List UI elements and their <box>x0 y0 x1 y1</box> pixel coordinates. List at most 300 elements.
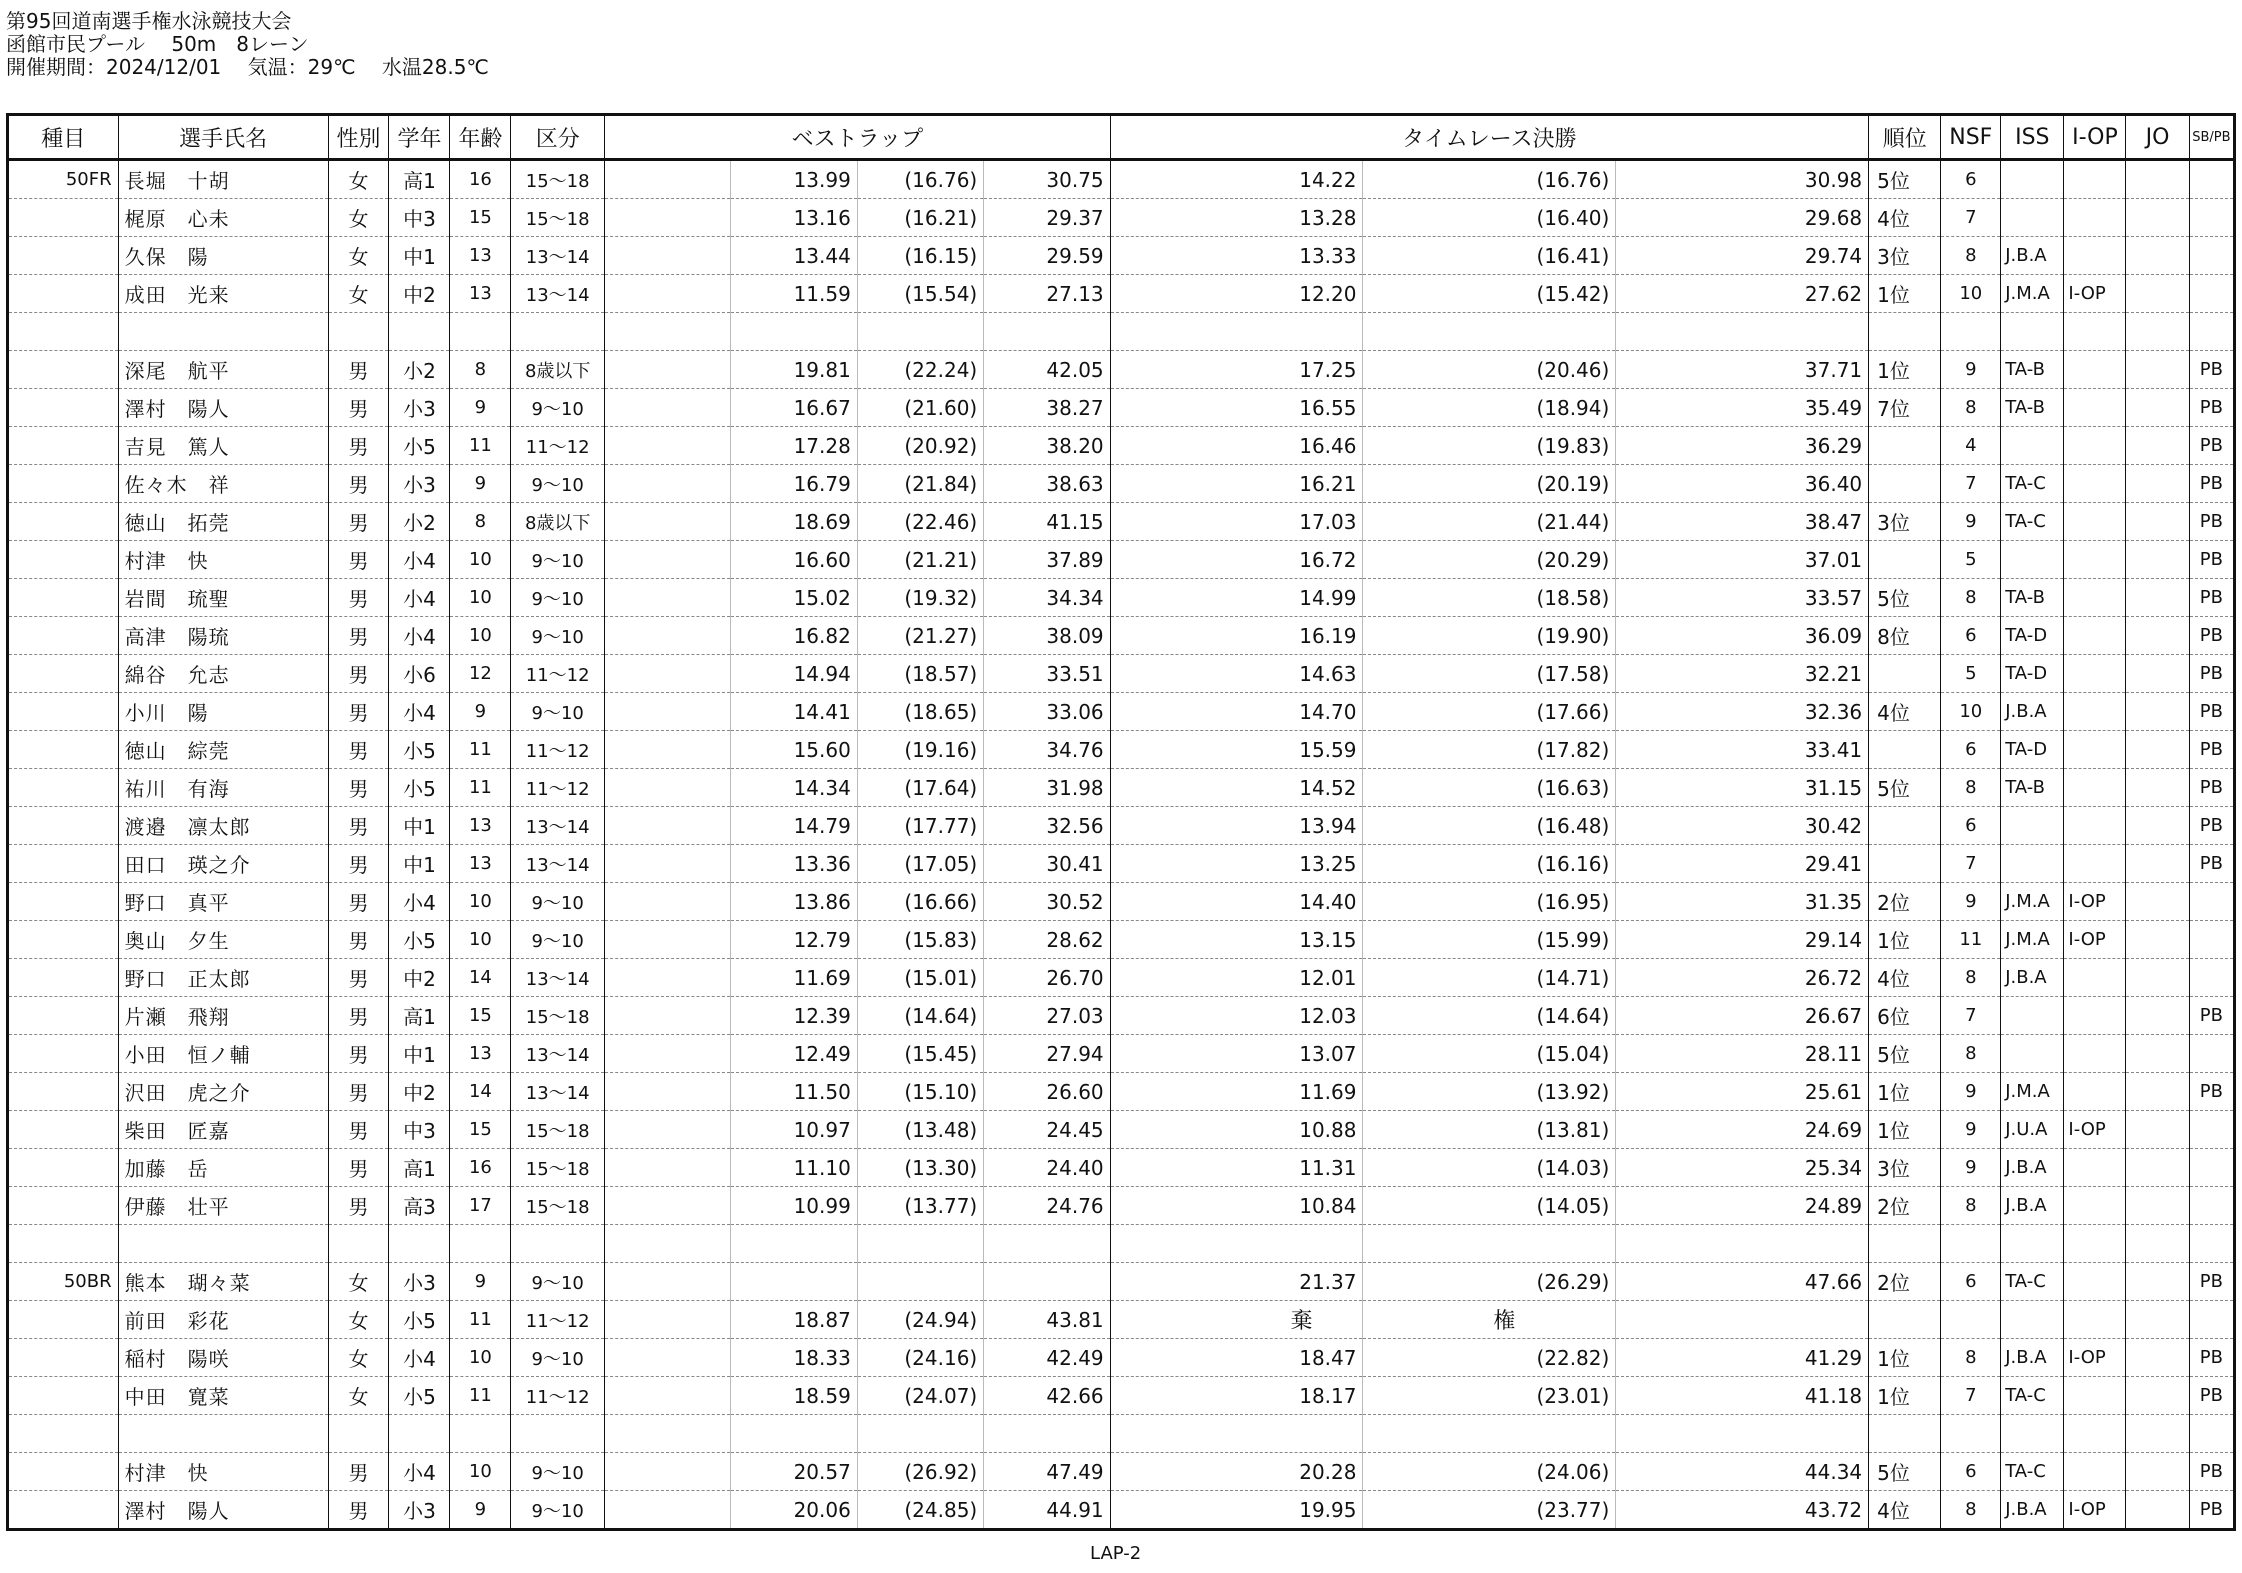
iss-cell: J.M.A <box>2001 921 2064 959</box>
lap-spacer-cell <box>605 693 731 731</box>
final-split1-cell: 16.19 <box>1110 617 1363 655</box>
rank-cell <box>1869 807 1941 845</box>
best-lap-split2-cell <box>857 1225 983 1263</box>
final-total-cell: 30.42 <box>1616 807 1869 845</box>
nsf-cell: 9 <box>1941 1111 2001 1149</box>
gender-cell: 男 <box>328 1491 389 1530</box>
jo-cell <box>2126 275 2189 313</box>
rank-cell: 1位 <box>1869 275 1941 313</box>
sbpb-cell <box>2189 275 2234 313</box>
sbpb-cell: PB <box>2189 427 2234 465</box>
final-total-cell <box>1616 1225 1869 1263</box>
best-lap-total-cell: 24.76 <box>984 1187 1110 1225</box>
lap-spacer-cell <box>605 1415 731 1453</box>
grade-cell: 中2 <box>389 275 450 313</box>
final-split2-cell: (17.58) <box>1363 655 1616 693</box>
name-cell: 佐々木 祥 <box>118 465 328 503</box>
best-lap-split2-cell <box>857 313 983 351</box>
final-split2-cell: (14.71) <box>1363 959 1616 997</box>
lap-spacer-cell <box>605 1339 731 1377</box>
grade-cell: 小3 <box>389 389 450 427</box>
meet-info-line: 開催期間：2024/12/01 気温：29℃ 水温28.5℃ <box>6 55 489 79</box>
final-split2-cell: (15.42) <box>1363 275 1616 313</box>
best-lap-split2-cell: (19.16) <box>857 731 983 769</box>
table-row <box>8 1491 2235 1530</box>
rank-cell: 3位 <box>1869 1149 1941 1187</box>
name-cell: 岩間 琉聖 <box>118 579 328 617</box>
iss-cell <box>2001 1225 2064 1263</box>
event-cell <box>8 541 119 579</box>
best-lap-total-cell: 26.60 <box>984 1073 1110 1111</box>
table-row <box>8 959 2235 997</box>
iop-cell <box>2064 769 2126 807</box>
event-cell <box>8 997 119 1035</box>
best-lap-total-cell <box>984 1225 1110 1263</box>
final-total-cell: 29.14 <box>1616 921 1869 959</box>
rank-cell: 4位 <box>1869 199 1941 237</box>
nsf-cell: 9 <box>1941 1073 2001 1111</box>
final-total-cell <box>1616 1301 1869 1339</box>
nsf-cell: 8 <box>1941 579 2001 617</box>
event-cell <box>8 959 119 997</box>
age-cell: 11 <box>450 427 511 465</box>
final-total-cell: 28.11 <box>1616 1035 1869 1073</box>
jo-cell <box>2126 845 2189 883</box>
iop-cell <box>2064 1415 2126 1453</box>
gender-cell: 男 <box>328 731 389 769</box>
category-cell: 13～14 <box>511 275 605 313</box>
age-cell: 13 <box>450 845 511 883</box>
name-cell: 野口 真平 <box>118 883 328 921</box>
rank-cell: 2位 <box>1869 1263 1941 1301</box>
best-lap-split1-cell: 14.41 <box>731 693 857 731</box>
best-lap-total-cell: 27.94 <box>984 1035 1110 1073</box>
sbpb-cell: PB <box>2189 769 2234 807</box>
best-lap-split1-cell: 12.39 <box>731 997 857 1035</box>
category-cell: 9～10 <box>511 465 605 503</box>
final-split1-cell: 14.52 <box>1110 769 1363 807</box>
event-cell <box>8 1035 119 1073</box>
best-lap-total-cell: 34.76 <box>984 731 1110 769</box>
col-rank: 順位 <box>1869 115 1941 160</box>
gender-cell: 男 <box>328 883 389 921</box>
grade-cell: 小4 <box>389 541 450 579</box>
final-total-cell: 36.09 <box>1616 617 1869 655</box>
best-lap-split2-cell: (16.15) <box>857 237 983 275</box>
final-total-cell: 29.68 <box>1616 199 1869 237</box>
age-cell: 15 <box>450 199 511 237</box>
category-cell: 11～12 <box>511 655 605 693</box>
best-lap-split2-cell: (21.60) <box>857 389 983 427</box>
iss-cell: TA-C <box>2001 465 2064 503</box>
col-gender: 性別 <box>328 115 389 160</box>
event-cell <box>8 921 119 959</box>
iop-cell <box>2064 503 2126 541</box>
col-name: 選手氏名 <box>118 115 328 160</box>
best-lap-split1-cell: 18.69 <box>731 503 857 541</box>
sbpb-cell: PB <box>2189 389 2234 427</box>
best-lap-split2-cell: (24.85) <box>857 1491 983 1530</box>
final-total-cell: 26.72 <box>1616 959 1869 997</box>
best-lap-split2-cell: (20.92) <box>857 427 983 465</box>
best-lap-split2-cell: (15.83) <box>857 921 983 959</box>
gender-cell: 男 <box>328 427 389 465</box>
iop-cell <box>2064 1453 2126 1491</box>
jo-cell <box>2126 1035 2189 1073</box>
lap-spacer-cell <box>605 731 731 769</box>
best-lap-split2-cell: (18.65) <box>857 693 983 731</box>
name-cell: 澤村 陽人 <box>118 389 328 427</box>
name-cell: 奥山 夕生 <box>118 921 328 959</box>
gender-cell: 男 <box>328 1073 389 1111</box>
final-split1-cell <box>1110 1415 1363 1453</box>
table-row <box>8 1149 2235 1187</box>
category-cell: 15～18 <box>511 160 605 199</box>
best-lap-total-cell: 42.05 <box>984 351 1110 389</box>
nsf-cell: 6 <box>1941 731 2001 769</box>
best-lap-total-cell: 33.51 <box>984 655 1110 693</box>
best-lap-total-cell: 42.49 <box>984 1339 1110 1377</box>
lap-spacer-cell <box>605 237 731 275</box>
best-lap-split2-cell: (16.66) <box>857 883 983 921</box>
lap-spacer-cell <box>605 1453 731 1491</box>
lap-spacer-cell <box>605 959 731 997</box>
nsf-cell: 8 <box>1941 1187 2001 1225</box>
meet-title: 第95回道南選手権水泳競技大会 <box>6 9 292 33</box>
jo-cell <box>2126 807 2189 845</box>
jo-cell <box>2126 503 2189 541</box>
best-lap-total-cell: 30.41 <box>984 845 1110 883</box>
table-row <box>8 1187 2235 1225</box>
grade-cell: 小4 <box>389 1339 450 1377</box>
category-cell: 13～14 <box>511 1073 605 1111</box>
iop-cell <box>2064 313 2126 351</box>
jo-cell <box>2126 1377 2189 1415</box>
best-lap-split2-cell: (19.32) <box>857 579 983 617</box>
name-cell <box>118 313 328 351</box>
best-lap-split2-cell <box>857 1263 983 1301</box>
lap-spacer-cell <box>605 1377 731 1415</box>
best-lap-split1-cell: 11.10 <box>731 1149 857 1187</box>
table-row <box>8 1339 2235 1377</box>
final-split2-cell: (18.58) <box>1363 579 1616 617</box>
final-total-cell: 41.29 <box>1616 1339 1869 1377</box>
iss-cell: TA-D <box>2001 731 2064 769</box>
jo-cell <box>2126 1263 2189 1301</box>
final-split2-cell: (13.92) <box>1363 1073 1616 1111</box>
rank-cell <box>1869 427 1941 465</box>
best-lap-total-cell: 29.59 <box>984 237 1110 275</box>
table-row <box>8 160 2235 199</box>
best-lap-total-cell: 24.40 <box>984 1149 1110 1187</box>
iss-cell: J.B.A <box>2001 1149 2064 1187</box>
iss-cell <box>2001 541 2064 579</box>
sbpb-cell <box>2189 1035 2234 1073</box>
best-lap-split2-cell: (13.30) <box>857 1149 983 1187</box>
name-cell <box>118 1415 328 1453</box>
col-grade: 学年 <box>389 115 450 160</box>
final-total-cell: 44.34 <box>1616 1453 1869 1491</box>
category-cell: 11～12 <box>511 731 605 769</box>
results-body <box>8 160 2235 1530</box>
category-cell <box>511 1415 605 1453</box>
best-lap-total-cell: 43.81 <box>984 1301 1110 1339</box>
event-cell <box>8 807 119 845</box>
iss-cell: TA-B <box>2001 351 2064 389</box>
gender-cell: 男 <box>328 769 389 807</box>
sbpb-cell <box>2189 160 2234 199</box>
grade-cell: 高1 <box>389 160 450 199</box>
final-split1-cell: 14.70 <box>1110 693 1363 731</box>
nsf-cell: 7 <box>1941 1377 2001 1415</box>
iss-cell <box>2001 1301 2064 1339</box>
gender-cell: 女 <box>328 1263 389 1301</box>
name-cell <box>118 1225 328 1263</box>
iop-cell <box>2064 617 2126 655</box>
event-cell <box>8 1187 119 1225</box>
name-cell: 稲村 陽咲 <box>118 1339 328 1377</box>
final-total-cell: 47.66 <box>1616 1263 1869 1301</box>
nsf-cell: 9 <box>1941 503 2001 541</box>
rank-cell: 5位 <box>1869 769 1941 807</box>
lap-spacer-cell <box>605 541 731 579</box>
final-split1-cell: 14.63 <box>1110 655 1363 693</box>
final-split2-cell: (16.48) <box>1363 807 1616 845</box>
rank-cell: 2位 <box>1869 1187 1941 1225</box>
jo-cell <box>2126 1149 2189 1187</box>
best-lap-split1-cell: 13.16 <box>731 199 857 237</box>
rank-cell: 4位 <box>1869 959 1941 997</box>
final-split1-cell: 10.84 <box>1110 1187 1363 1225</box>
lap-spacer-cell <box>605 427 731 465</box>
final-split2-cell: (14.03) <box>1363 1149 1616 1187</box>
final-split1-cell: 13.28 <box>1110 199 1363 237</box>
age-cell: 9 <box>450 465 511 503</box>
grade-cell: 中3 <box>389 199 450 237</box>
age-cell: 8 <box>450 351 511 389</box>
final-split1-cell: 16.46 <box>1110 427 1363 465</box>
best-lap-split2-cell: (21.27) <box>857 617 983 655</box>
nsf-cell: 10 <box>1941 693 2001 731</box>
gender-cell: 女 <box>328 1339 389 1377</box>
final-split2-cell: (22.82) <box>1363 1339 1616 1377</box>
best-lap-split2-cell: (26.92) <box>857 1453 983 1491</box>
lap-spacer-cell <box>605 1111 731 1149</box>
jo-cell <box>2126 579 2189 617</box>
sbpb-cell: PB <box>2189 997 2234 1035</box>
rank-cell: 7位 <box>1869 389 1941 427</box>
final-total-cell <box>1616 1415 1869 1453</box>
final-split2-cell: (15.99) <box>1363 921 1616 959</box>
final-split1-cell: 17.25 <box>1110 351 1363 389</box>
best-lap-split1-cell: 16.79 <box>731 465 857 503</box>
best-lap-total-cell: 44.91 <box>984 1491 1110 1530</box>
best-lap-split1-cell: 13.99 <box>731 160 857 199</box>
iop-cell: I-OP <box>2064 1339 2126 1377</box>
best-lap-split1-cell: 16.60 <box>731 541 857 579</box>
final-split2-cell: (14.05) <box>1363 1187 1616 1225</box>
best-lap-split1-cell: 18.59 <box>731 1377 857 1415</box>
rank-cell: 1位 <box>1869 1111 1941 1149</box>
category-cell: 9～10 <box>511 579 605 617</box>
name-cell: 深尾 航平 <box>118 351 328 389</box>
lap-spacer-cell <box>605 1035 731 1073</box>
name-cell: 吉見 篤人 <box>118 427 328 465</box>
nsf-cell: 5 <box>1941 655 2001 693</box>
name-cell: 澤村 陽人 <box>118 1491 328 1530</box>
gender-cell <box>328 1225 389 1263</box>
table-row <box>8 997 2235 1035</box>
iss-cell: J.B.A <box>2001 693 2064 731</box>
best-lap-split1-cell: 12.79 <box>731 921 857 959</box>
table-row <box>8 503 2235 541</box>
final-total-cell: 30.98 <box>1616 160 1869 199</box>
final-total-cell: 25.34 <box>1616 1149 1869 1187</box>
age-cell: 9 <box>450 389 511 427</box>
best-lap-total-cell: 31.98 <box>984 769 1110 807</box>
gender-cell: 男 <box>328 807 389 845</box>
final-split1-cell: 19.95 <box>1110 1491 1363 1530</box>
rank-cell: 8位 <box>1869 617 1941 655</box>
category-cell: 15～18 <box>511 997 605 1035</box>
rank-cell <box>1869 1415 1941 1453</box>
sbpb-cell <box>2189 237 2234 275</box>
best-lap-split1-cell: 17.28 <box>731 427 857 465</box>
grade-cell: 小3 <box>389 1263 450 1301</box>
final-total-cell: 29.41 <box>1616 845 1869 883</box>
category-cell: 9～10 <box>511 541 605 579</box>
category-cell: 9～10 <box>511 883 605 921</box>
age-cell: 17 <box>450 1187 511 1225</box>
category-cell: 9～10 <box>511 693 605 731</box>
jo-cell <box>2126 1415 2189 1453</box>
name-cell: 小田 恒ノ輔 <box>118 1035 328 1073</box>
sbpb-cell: PB <box>2189 1073 2234 1111</box>
event-cell <box>8 1111 119 1149</box>
best-lap-split1-cell: 11.50 <box>731 1073 857 1111</box>
iss-cell: J.M.A <box>2001 883 2064 921</box>
category-cell: 9～10 <box>511 1339 605 1377</box>
best-lap-split2-cell: (22.24) <box>857 351 983 389</box>
best-lap-split1-cell: 12.49 <box>731 1035 857 1073</box>
nsf-cell <box>1941 313 2001 351</box>
final-split1-cell: 21.37 <box>1110 1263 1363 1301</box>
lap-spacer-cell <box>605 1491 731 1530</box>
table-row <box>8 465 2235 503</box>
col-nsf: NSF <box>1941 115 2001 160</box>
best-lap-split2-cell: (24.07) <box>857 1377 983 1415</box>
sbpb-cell: PB <box>2189 503 2234 541</box>
nsf-cell: 9 <box>1941 351 2001 389</box>
col-time-race: タイムレース決勝 <box>1110 115 1869 160</box>
table-row <box>8 1301 2235 1339</box>
lap-spacer-cell <box>605 351 731 389</box>
iss-cell <box>2001 427 2064 465</box>
best-lap-split2-cell: (24.94) <box>857 1301 983 1339</box>
event-cell <box>8 351 119 389</box>
name-cell: 梶原 心未 <box>118 199 328 237</box>
best-lap-total-cell: 38.63 <box>984 465 1110 503</box>
age-cell: 15 <box>450 997 511 1035</box>
col-event: 種目 <box>8 115 119 160</box>
table-row <box>8 1225 2235 1263</box>
iss-cell: TA-B <box>2001 769 2064 807</box>
nsf-cell: 5 <box>1941 541 2001 579</box>
jo-cell <box>2126 237 2189 275</box>
best-lap-split2-cell: (15.01) <box>857 959 983 997</box>
results-table <box>6 113 2236 1531</box>
jo-cell <box>2126 160 2189 199</box>
grade-cell: 小5 <box>389 921 450 959</box>
age-cell: 10 <box>450 1453 511 1491</box>
table-row <box>8 313 2235 351</box>
final-split2-cell: (16.40) <box>1363 199 1616 237</box>
grade-cell: 小5 <box>389 769 450 807</box>
final-split1-cell: 14.22 <box>1110 160 1363 199</box>
category-cell: 11～12 <box>511 427 605 465</box>
final-split1-cell: 12.03 <box>1110 997 1363 1035</box>
gender-cell: 女 <box>328 237 389 275</box>
final-split2-cell <box>1363 1415 1616 1453</box>
category-cell: 11～12 <box>511 769 605 807</box>
iop-cell <box>2064 959 2126 997</box>
event-cell <box>8 617 119 655</box>
iss-cell: J.U.A <box>2001 1111 2064 1149</box>
jo-cell <box>2126 427 2189 465</box>
best-lap-split2-cell: (16.76) <box>857 160 983 199</box>
best-lap-total-cell: 28.62 <box>984 921 1110 959</box>
jo-cell <box>2126 731 2189 769</box>
table-row <box>8 807 2235 845</box>
final-split1-cell: 15.59 <box>1110 731 1363 769</box>
event-cell <box>8 731 119 769</box>
iop-cell <box>2064 1225 2126 1263</box>
grade-cell: 中1 <box>389 845 450 883</box>
event-cell <box>8 1225 119 1263</box>
table-row <box>8 541 2235 579</box>
final-split1-cell: 13.15 <box>1110 921 1363 959</box>
sbpb-cell: PB <box>2189 1377 2234 1415</box>
best-lap-total-cell: 27.13 <box>984 275 1110 313</box>
rank-cell <box>1869 655 1941 693</box>
iop-cell <box>2064 427 2126 465</box>
jo-cell <box>2126 1111 2189 1149</box>
best-lap-split2-cell <box>857 1415 983 1453</box>
iss-cell: J.M.A <box>2001 1073 2064 1111</box>
jo-cell <box>2126 693 2189 731</box>
age-cell: 10 <box>450 579 511 617</box>
event-cell <box>8 655 119 693</box>
table-row <box>8 275 2235 313</box>
age-cell: 10 <box>450 541 511 579</box>
best-lap-total-cell: 30.52 <box>984 883 1110 921</box>
best-lap-total-cell: 42.66 <box>984 1377 1110 1415</box>
category-cell: 9～10 <box>511 389 605 427</box>
category-cell: 11～12 <box>511 1377 605 1415</box>
best-lap-split1-cell: 11.59 <box>731 275 857 313</box>
final-split2-cell: (20.19) <box>1363 465 1616 503</box>
final-split1-cell: 16.72 <box>1110 541 1363 579</box>
nsf-cell: 8 <box>1941 1339 2001 1377</box>
iss-cell: J.B.A <box>2001 237 2064 275</box>
category-cell: 13～14 <box>511 807 605 845</box>
age-cell: 10 <box>450 883 511 921</box>
category-cell <box>511 1225 605 1263</box>
col-sbpb: SB/PB <box>2189 115 2234 160</box>
sbpb-cell: PB <box>2189 541 2234 579</box>
iss-cell: TA-C <box>2001 1377 2064 1415</box>
jo-cell <box>2126 1073 2189 1111</box>
